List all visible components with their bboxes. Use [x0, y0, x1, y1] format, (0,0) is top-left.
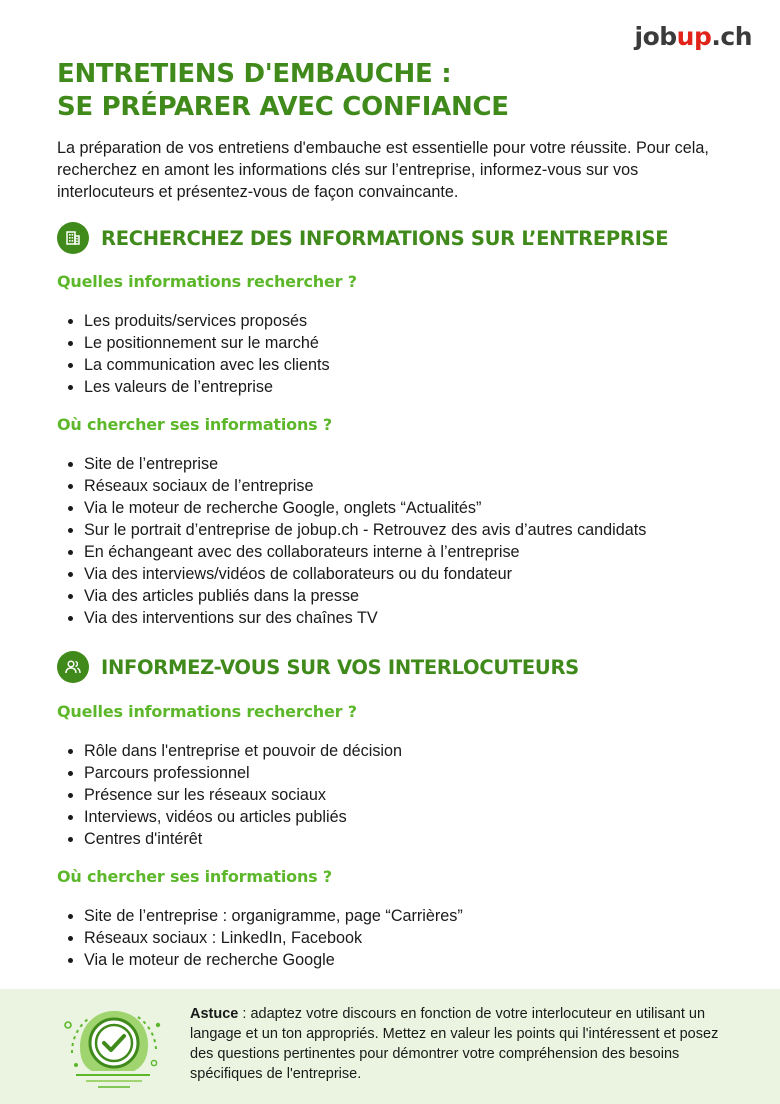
section-company-heading [57, 222, 668, 254]
people-icon [57, 651, 89, 683]
jobup-logo [635, 22, 752, 51]
logo-part-job: job [634, 22, 677, 51]
list-item: Les produits/services proposés [84, 310, 330, 332]
list-item: Via le moteur de recherche Google, onglets “Actualités” [84, 497, 646, 519]
list-item: Parcours professionnel [84, 762, 402, 784]
section-interlocutors-what-heading: Quelles informations rechercher ? [57, 702, 357, 721]
section-interlocutors-where-list [84, 905, 463, 971]
list-item: Via des interventions sur des chaînes TV [84, 607, 646, 629]
checkmark-illustration [58, 1003, 166, 1093]
list-item: Réseaux sociaux de l’entreprise [84, 475, 646, 497]
logo-part-ch: .ch [711, 22, 752, 51]
tip-text [190, 1004, 735, 1084]
list-item: Via le moteur de recherche Google [84, 949, 463, 971]
section-interlocutors-where-heading: Où chercher ses informations ? [57, 867, 332, 886]
list-item: Rôle dans l'entreprise et pouvoir de décision [84, 742, 403, 760]
list-item: Site de l’entreprise [84, 453, 646, 475]
list-item: Réseaux sociaux : LinkedIn, Facebook [84, 927, 463, 949]
section-interlocutors-heading [57, 651, 579, 683]
section-company-title: RECHERCHEZ DES INFORMATIONS SUR L’ENTREPRISE [101, 226, 669, 250]
page-title [57, 58, 707, 124]
section-company-where-heading: Où chercher ses informations ? [57, 415, 332, 434]
section-interlocutors-what-list [84, 740, 402, 850]
logo-part-up: up [676, 22, 712, 51]
list-item: Le positionnement sur le marché [84, 332, 330, 354]
intro-paragraph: La préparation de vos entretiens d'embauche est essentielle pour votre réussite. Pour cela, recherchez en amont les informations clés sur l’entreprise, informez-vous sur vos interlocuteurs et présentez-vous de façon convaincante. [57, 139, 709, 201]
list-item: Les valeurs de l’entreprise [84, 376, 330, 398]
list-item: En échangeant avec des collaborateurs interne à l’entreprise [84, 541, 646, 563]
list-item: Interviews, vidéos ou articles publiés [84, 806, 402, 828]
tip-box [0, 989, 780, 1104]
list-item: Via des articles publiés dans la presse [84, 585, 646, 607]
page-title-line-2: SE PRÉPARER AVEC CONFIANCE [57, 92, 509, 122]
list-item: Présence sur les réseaux sociaux [84, 784, 402, 806]
list-item: Via des interviews/vidéos de collaborateurs ou du fondateur [84, 563, 646, 585]
section-company-where-list [84, 453, 646, 629]
section-company-what-list [84, 310, 330, 398]
list-item: La communication avec les clients [84, 356, 330, 374]
tip-body: : adaptez votre discours en fonction de votre interlocuteur en utilisant un langage et un ton appropriés. Mettez en valeur les points qui l'intéressent et posez des questions pertinentes pour démontrer votre compréhension des besoins spécifiques de l'entreprise. [190, 1006, 719, 1082]
list-item: Site de l’entreprise : organigramme, page “Carrières” [84, 907, 463, 925]
tip-label: Astuce [190, 1006, 239, 1022]
section-company-what-heading: Quelles informations rechercher ? [57, 272, 357, 291]
section-interlocutors-title: INFORMEZ-VOUS SUR VOS INTERLOCUTEURS [101, 655, 579, 679]
page-title-line-1: ENTRETIENS D'EMBAUCHE : [57, 59, 452, 89]
list-item: Centres d'intérêt [84, 828, 402, 850]
list-item: Sur le portrait d’entreprise de jobup.ch - Retrouvez des avis d’autres candidats [84, 521, 647, 539]
building-icon [57, 222, 89, 254]
